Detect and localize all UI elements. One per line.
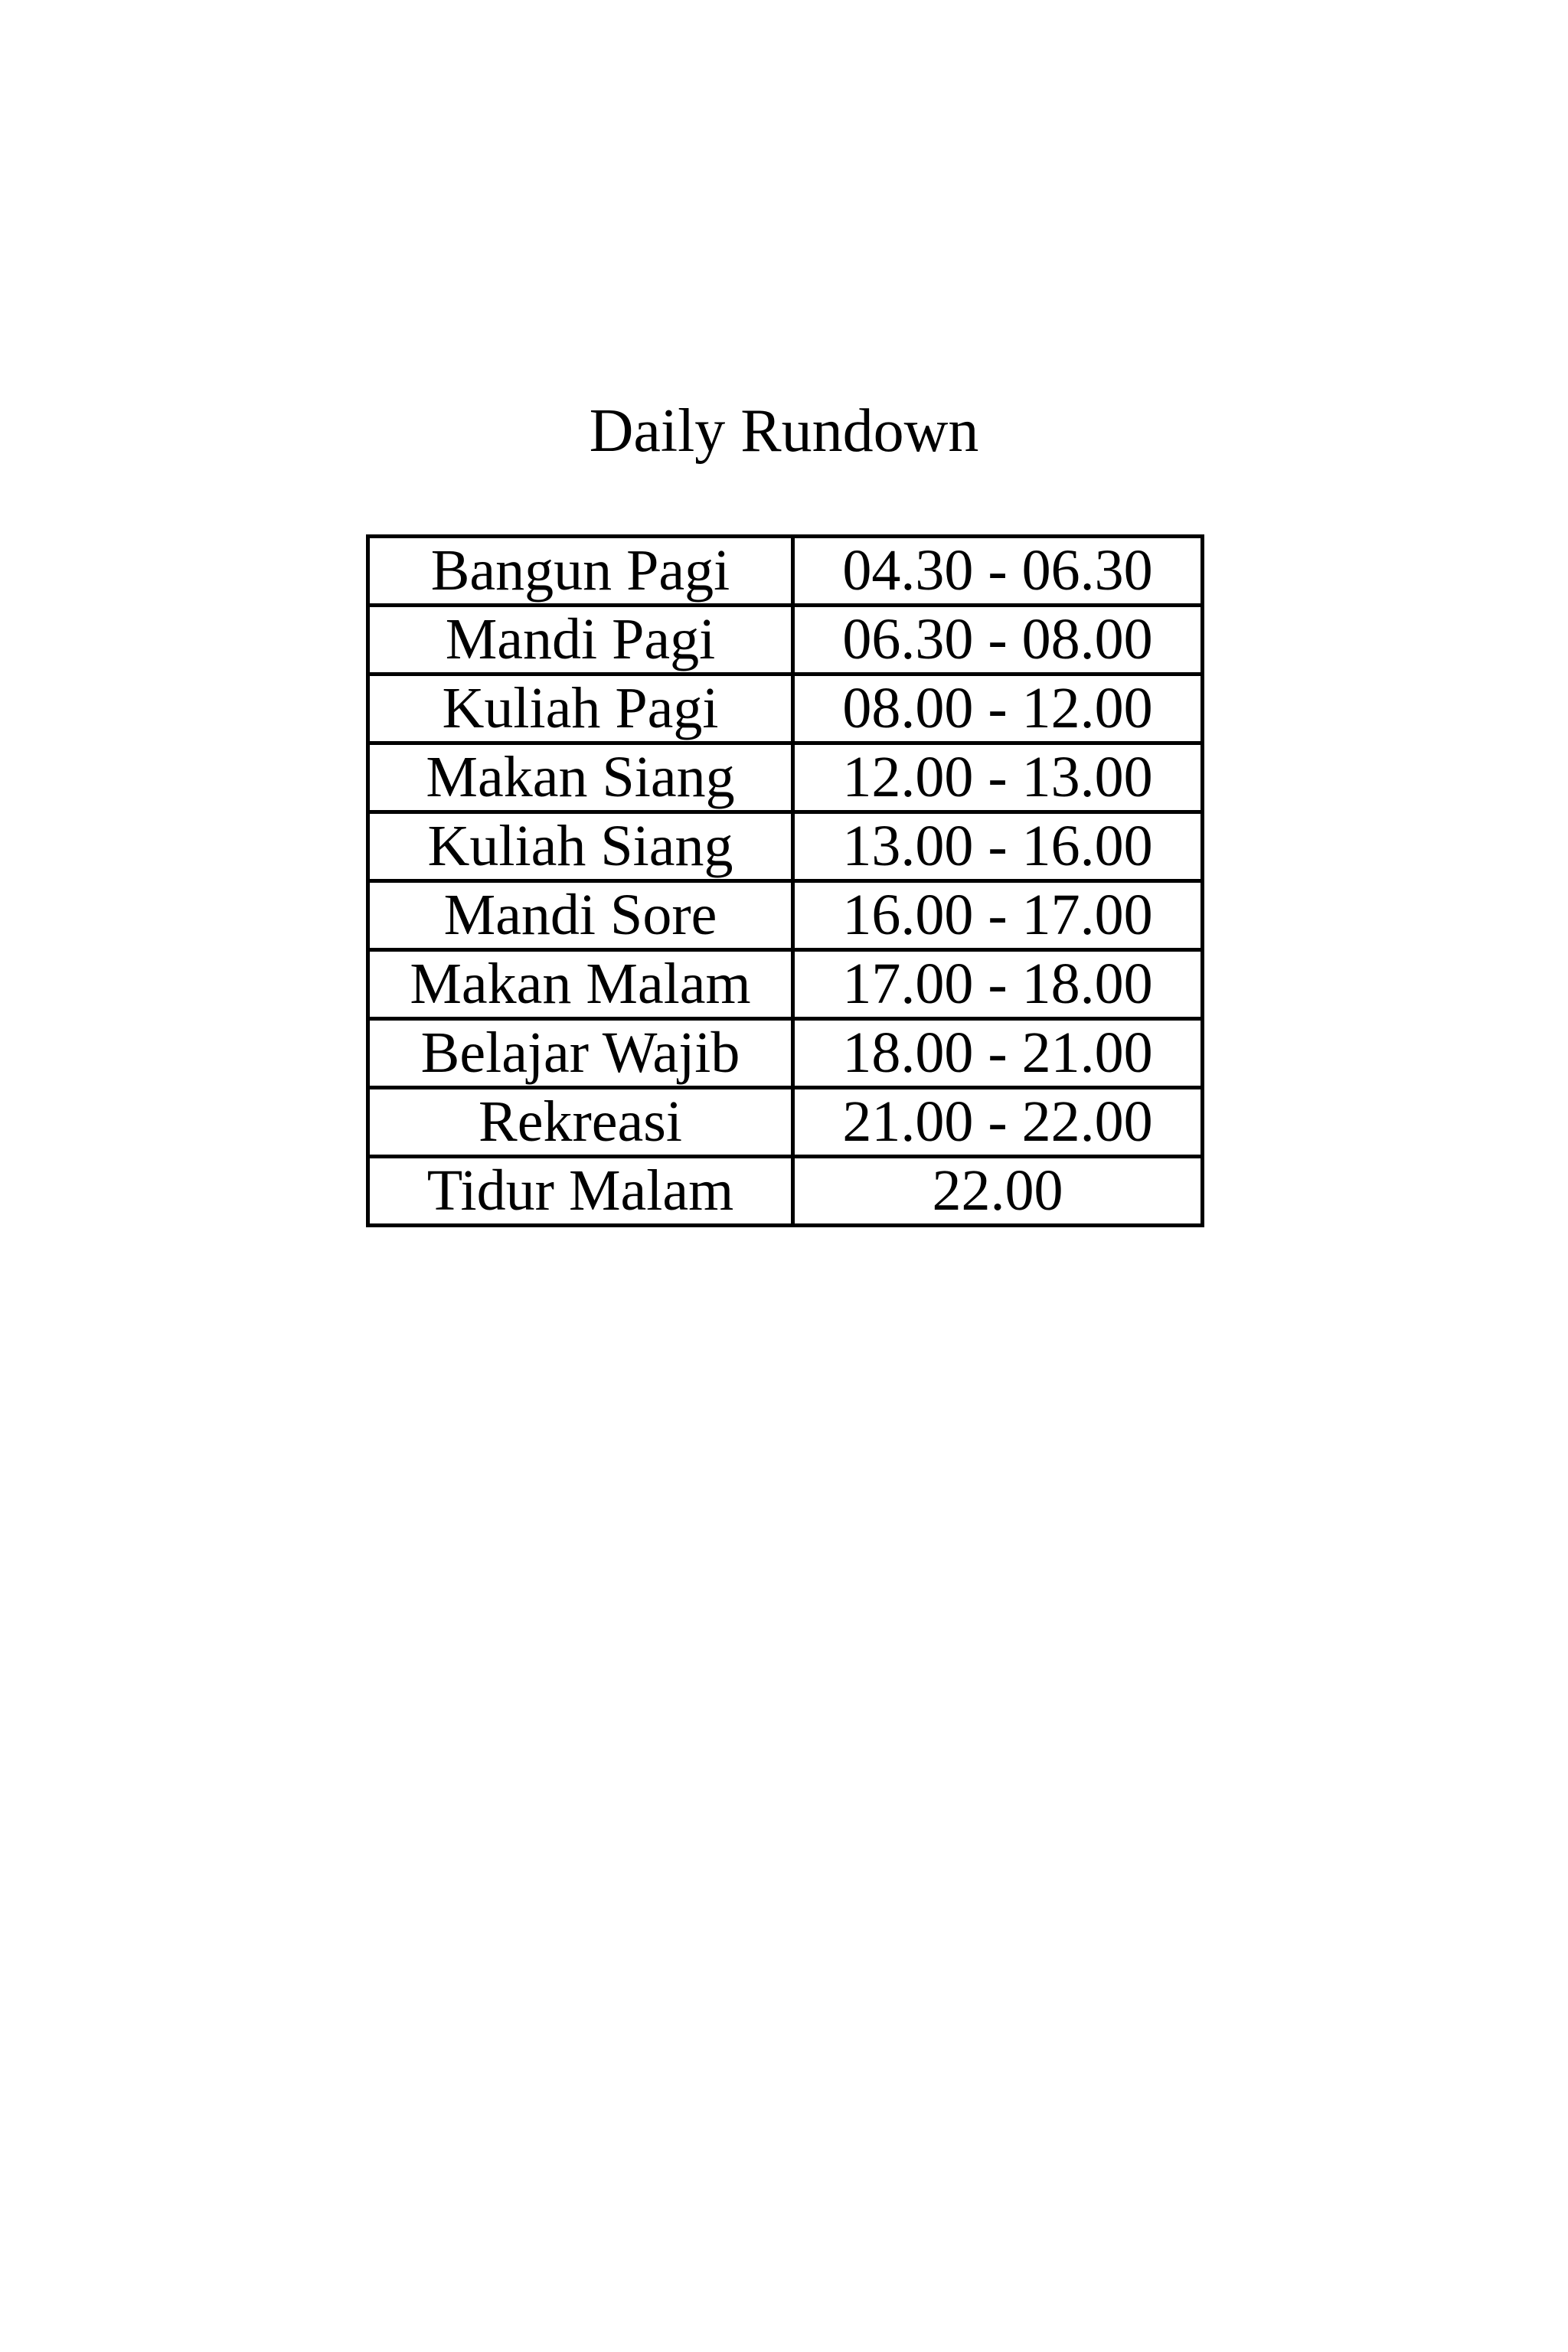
- schedule-table: [366, 534, 1204, 1227]
- activity-cell: Mandi Sore: [368, 881, 793, 950]
- table-row: [368, 950, 1203, 1019]
- activity-cell: Mandi Pagi: [368, 606, 793, 675]
- time-cell: 13.00 - 16.00: [793, 812, 1203, 881]
- activity-cell: Kuliah Pagi: [368, 675, 793, 743]
- table-row: [368, 1157, 1203, 1226]
- time-cell: 18.00 - 21.00: [793, 1019, 1203, 1088]
- activity-cell: Bangun Pagi: [368, 537, 793, 606]
- table-row: [368, 675, 1203, 743]
- table-row: [368, 1088, 1203, 1157]
- time-cell: 04.30 - 06.30: [793, 537, 1203, 606]
- time-cell: 16.00 - 17.00: [793, 881, 1203, 950]
- table-row: [368, 743, 1203, 812]
- activity-cell: Makan Siang: [368, 743, 793, 812]
- time-cell: 21.00 - 22.00: [793, 1088, 1203, 1157]
- time-cell: 08.00 - 12.00: [793, 675, 1203, 743]
- table-row: [368, 537, 1203, 606]
- page-title: Daily Rundown: [589, 397, 979, 465]
- time-cell: 17.00 - 18.00: [793, 950, 1203, 1019]
- activity-cell: Kuliah Siang: [368, 812, 793, 881]
- table-row: [368, 812, 1203, 881]
- time-cell: 06.30 - 08.00: [793, 606, 1203, 675]
- time-cell: 12.00 - 13.00: [793, 743, 1203, 812]
- activity-cell: Tidur Malam: [368, 1157, 793, 1226]
- table-row: [368, 1019, 1203, 1088]
- table-row: [368, 606, 1203, 675]
- activity-cell: Makan Malam: [368, 950, 793, 1019]
- time-cell: 22.00: [793, 1157, 1203, 1226]
- activity-cell: Belajar Wajib: [368, 1019, 793, 1088]
- table-row: [368, 881, 1203, 950]
- activity-cell: Rekreasi: [368, 1088, 793, 1157]
